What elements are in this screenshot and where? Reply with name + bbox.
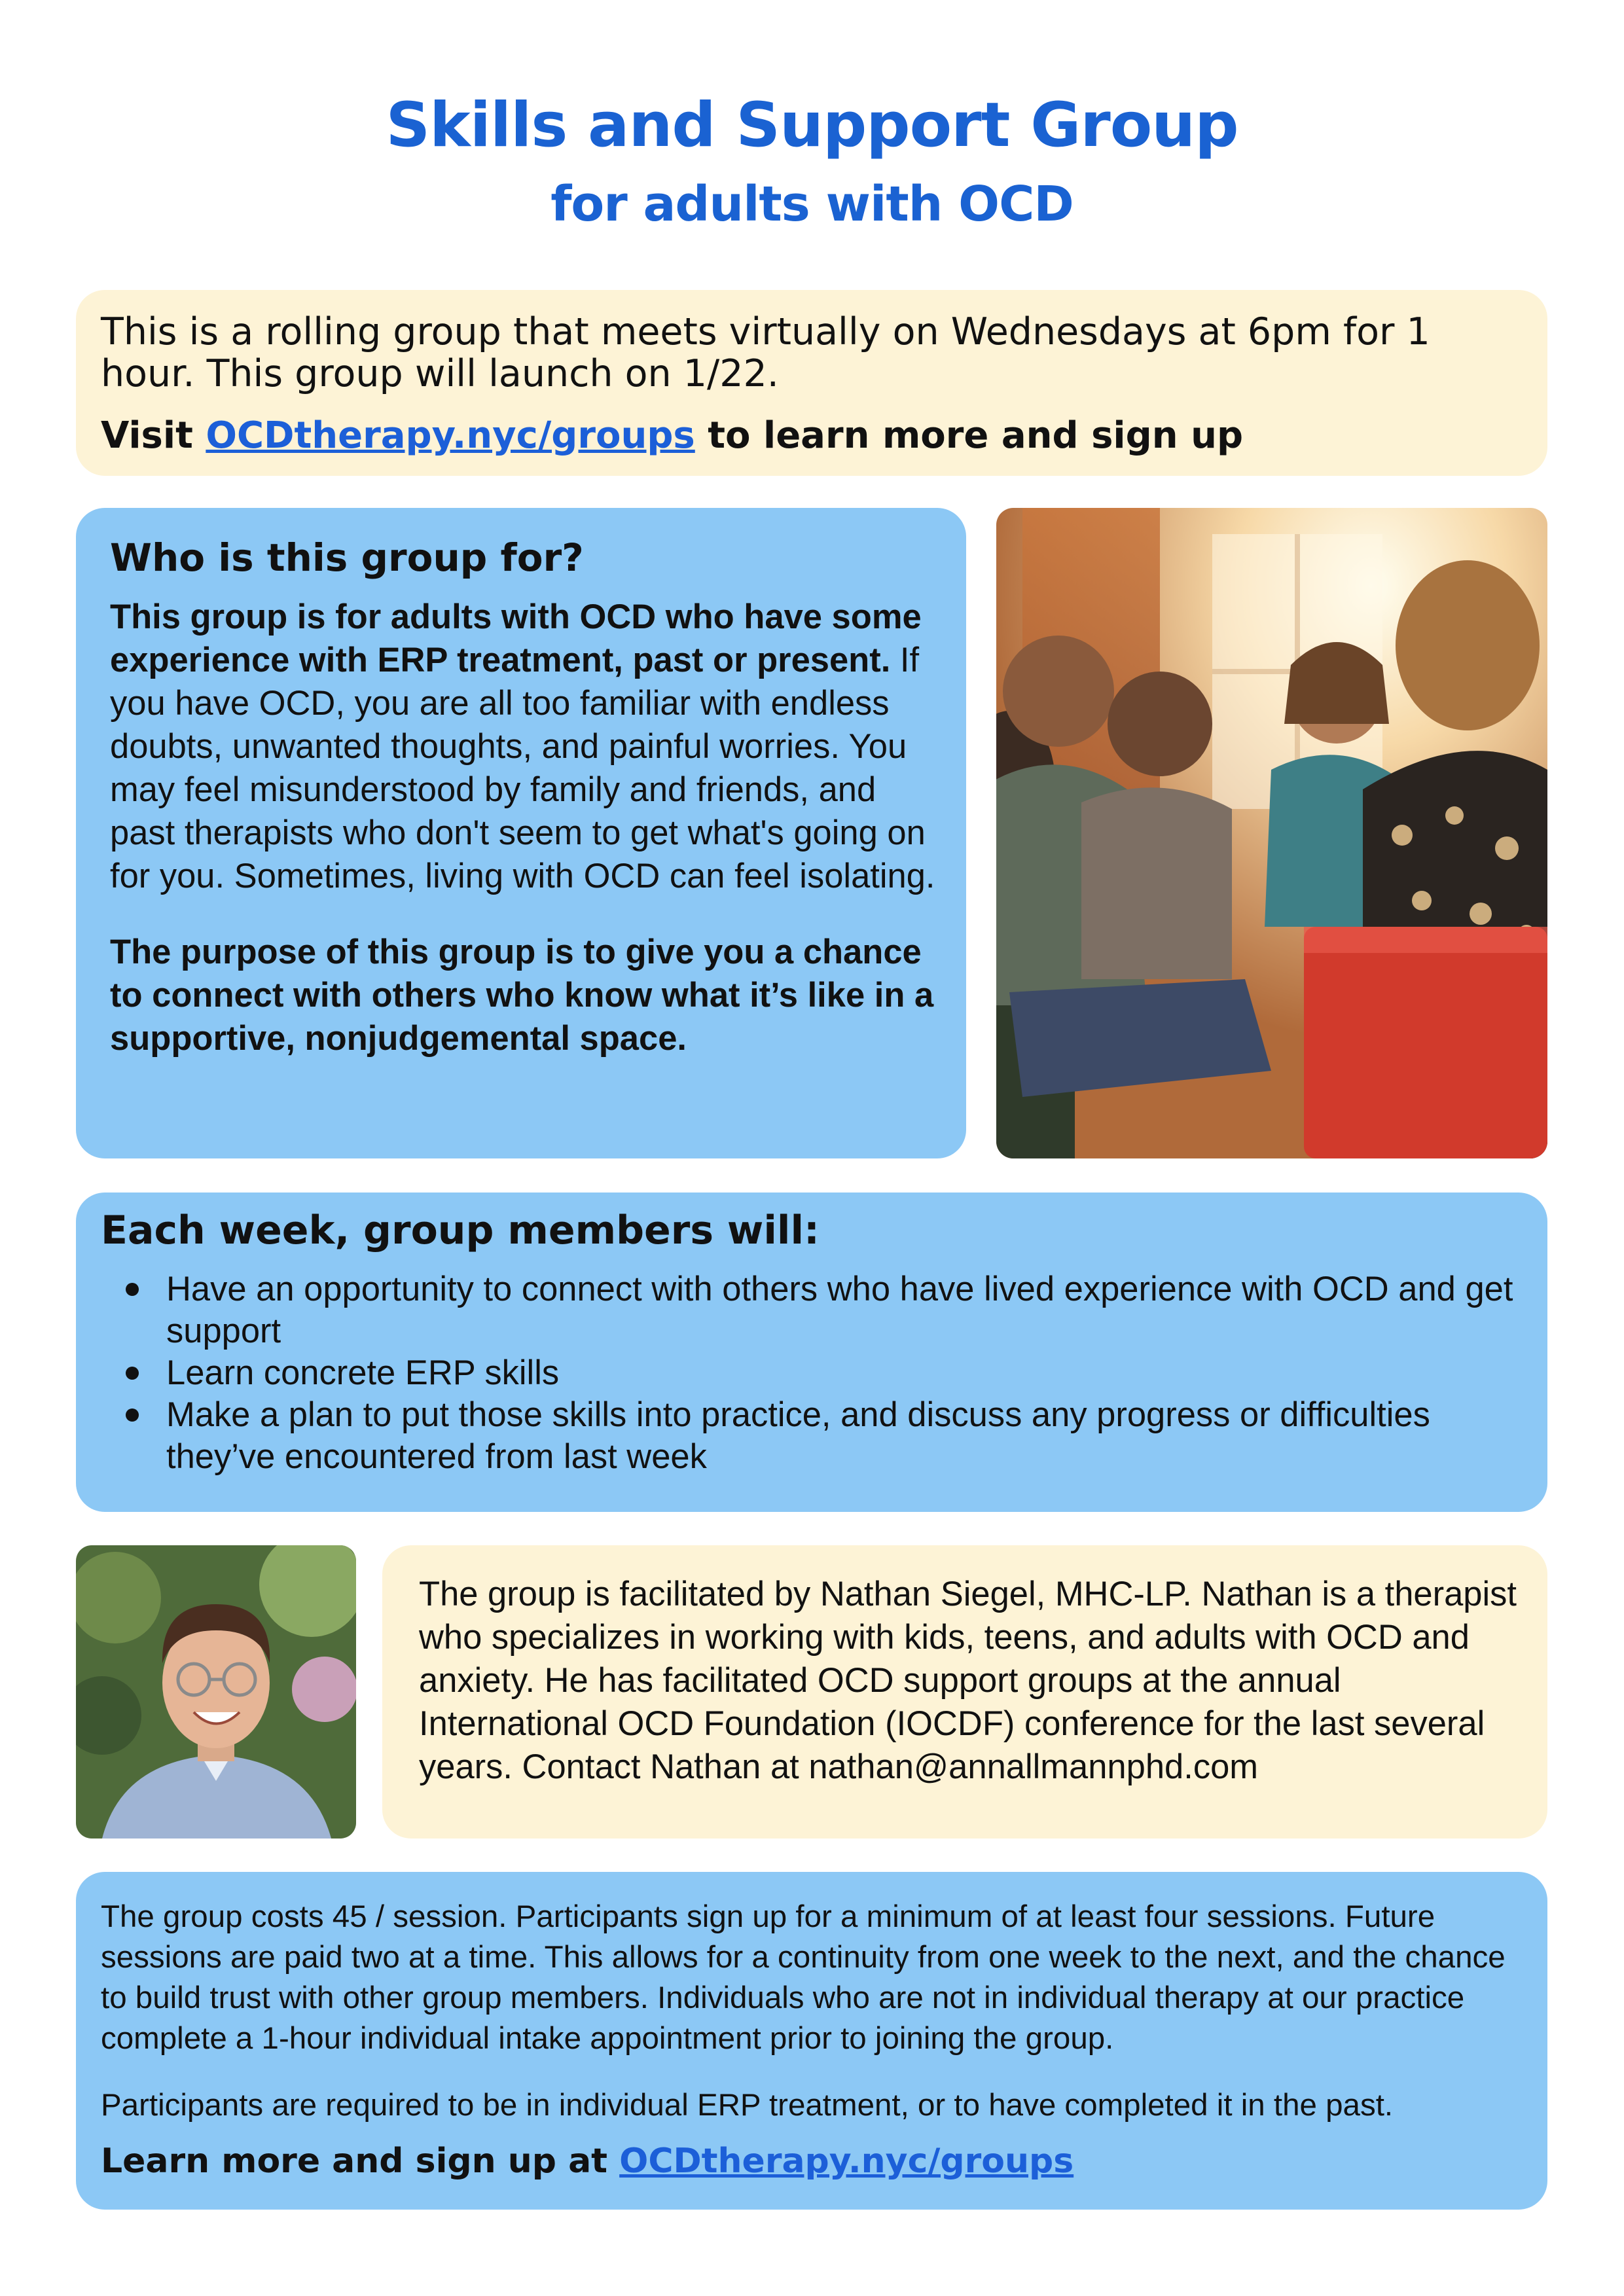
who-body [110, 596, 940, 898]
visit-prefix: Visit [101, 414, 206, 457]
page-title: Skills and Support Group [386, 90, 1238, 161]
cta-prefix: Learn more and sign up at [101, 2142, 620, 2181]
group-photo [996, 508, 1547, 1158]
who-heading: Who is this group for? [110, 535, 584, 580]
bullet-icon [126, 1408, 139, 1422]
who-purpose: The purpose of this group is to give you a chance to connect with others who know what it’s like in a supportive, nonjudgemental space. [110, 932, 934, 1058]
visit-line [101, 414, 1521, 457]
facilitator-bio: The group is facilitated by Nathan Siegel, MHC-LP. Nathan is a therapist who specializes in working with kids, teens, and adults with OCD and anxiety. He has facilitated OCD support groups at the annual International OCD Foundation (IOCDF) conference for the last several years. Contact Nathan at nathan@annallmannphd.com [419, 1575, 1517, 1786]
bullet-icon [126, 1283, 139, 1296]
list-item: Have an opportunity to connect with others who have lived experience with OCD and get support [101, 1268, 1521, 1352]
list-item: Learn concrete ERP skills [101, 1352, 1521, 1394]
weekly-card [76, 1193, 1547, 1512]
cost-card [76, 1872, 1547, 2210]
group-photo-illustration [996, 508, 1547, 1158]
visit-suffix: to learn more and sign up [695, 414, 1244, 457]
list-item: Make a plan to put those skills into practice, and discuss any progress or difficulties they’ve encountered from last week [101, 1394, 1521, 1478]
avatar [76, 1545, 356, 1839]
bullet-icon [126, 1367, 139, 1380]
facilitator-photo [76, 1545, 356, 1839]
intro-card [76, 290, 1547, 476]
cost-text: The group costs 45 / session. Participants sign up for a minimum of at least four sessions. Future sessions are paid two at a time. This allows for a continuity from one week to the next, and the chance to build trust with other group members. Individuals who are not in individual therapy at our practice complete a 1-hour individual intake appointment prior to joining the group. [101, 1899, 1506, 2056]
weekly-list [101, 1268, 1521, 1478]
groups-link[interactable]: OCDtherapy.nyc/groups [206, 414, 695, 457]
who-bold-intro: This group is for adults with OCD who have some experience with ERP treatment, past or present. [110, 597, 922, 679]
who-body-text: If you have OCD, you are all too familiar with endless doubts, unwanted thoughts, and painful worries. You may feel misunderstood by family and friends, and past therapists who don't seem to get what's going on for you. Sometimes, living with OCD can feel isolating. [110, 640, 935, 895]
page-subtitle: for adults with OCD [550, 176, 1074, 232]
weekly-heading: Each week, group members will: [101, 1208, 820, 1253]
intro-text: This is a rolling group that meets virtually on Wednesdays at 6pm for 1 hour. This group will launch on 1/22. [101, 310, 1430, 395]
cta-line [101, 2142, 1521, 2181]
who-card [76, 508, 966, 1158]
signup-link[interactable]: OCDtherapy.nyc/groups [619, 2142, 1074, 2181]
requirement-text: Participants are required to be in individual ERP treatment, or to have completed it in the past. [101, 2088, 1394, 2123]
facilitator-card [382, 1545, 1547, 1839]
